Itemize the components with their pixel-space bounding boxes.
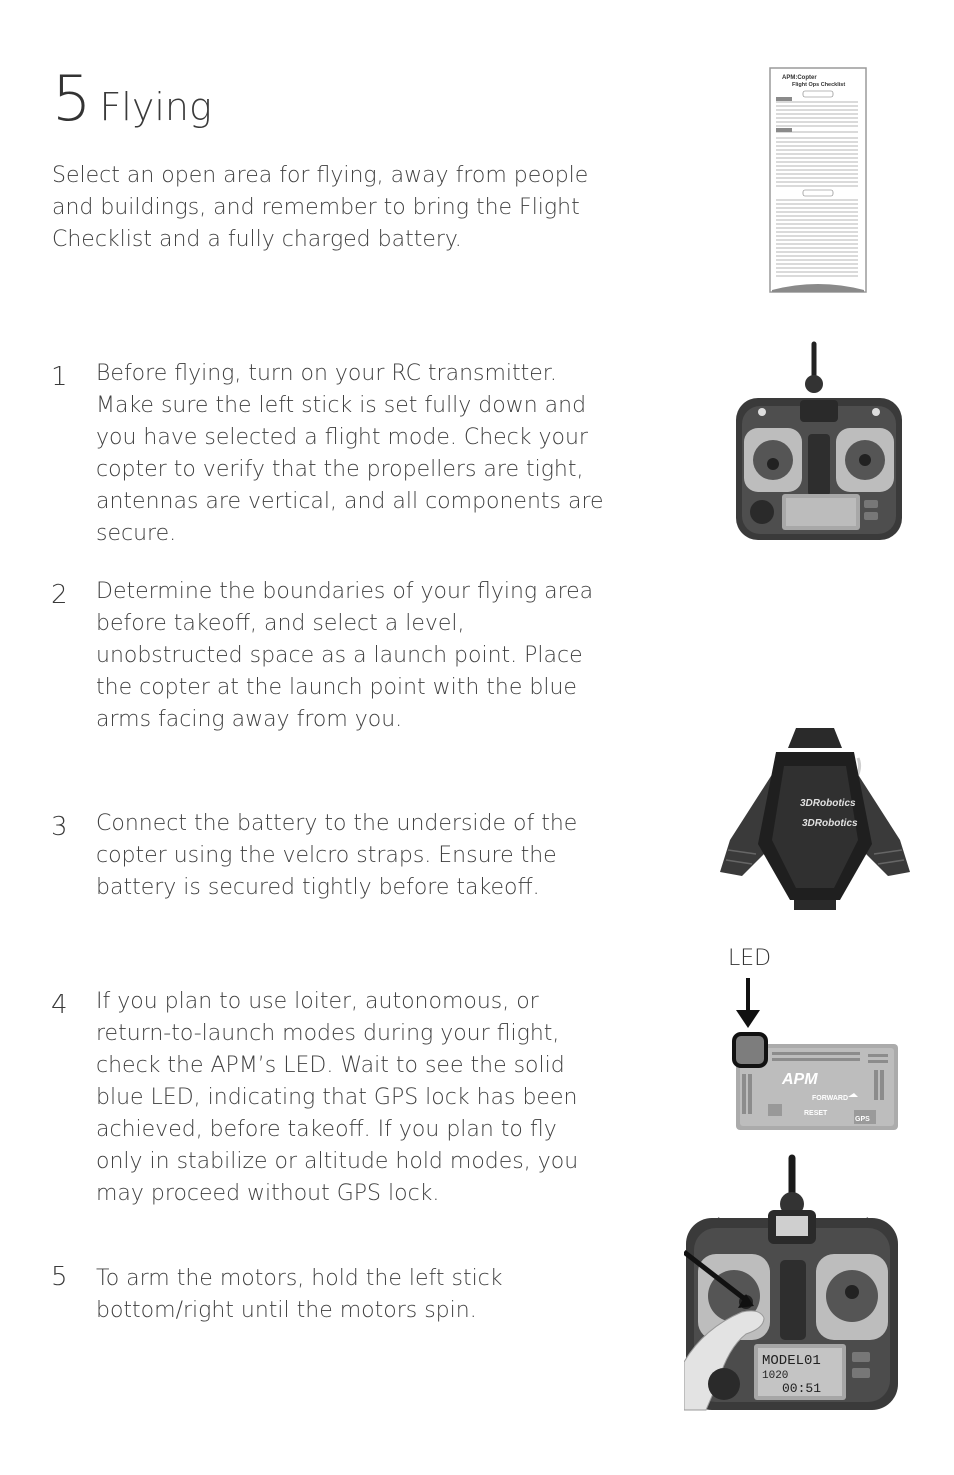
page-heading <box>52 62 212 135</box>
section-title: Flying <box>99 85 212 129</box>
screen-model: MODEL01 <box>762 1353 821 1369</box>
apm-gps-label: GPS <box>855 1116 870 1123</box>
flight-checklist-image <box>768 66 870 296</box>
copter-brand-1: 3DRobotics <box>800 798 856 809</box>
step-4-number: 4 <box>51 990 68 1020</box>
step-5-number: 5 <box>51 1262 68 1292</box>
apm-reset-label: RESET <box>804 1110 828 1117</box>
step-4-text: If you plan to use loiter, autonomous, or return-to-launch modes during your flight, check the APM’s LED. Wait to see the solid blue LED, indicating that GPS lock has been achieved, before takeoff. If you plan to fly only in stabilize or altitude hold modes, you may proceed without GPS lock. <box>96 989 579 1206</box>
screen-timer: 00:51 <box>782 1381 822 1396</box>
rc-transmitter-image <box>734 340 904 542</box>
apm-logo: APM <box>782 1071 818 1088</box>
step-2-number: 2 <box>51 580 68 610</box>
checklist-title-2: Flight Ops Checklist <box>792 82 846 88</box>
arming-transmitter-image <box>684 1152 900 1412</box>
checklist-title-1: APM:Copter <box>782 75 817 81</box>
step-1-number: 1 <box>51 362 68 392</box>
copter-underside-image <box>716 722 914 912</box>
intro-paragraph: Select an open area for flying, away from people and buildings, and remember to bring the Flight Checklist and a fully charged battery. <box>52 163 589 252</box>
apm-forward-label: FORWARD <box>812 1095 849 1102</box>
copter-brand-2: 3DRobotics <box>802 818 858 829</box>
screen-line-2: 1020 <box>762 1370 789 1382</box>
apm-board-image <box>728 978 900 1132</box>
led-label: LED <box>728 946 772 971</box>
section-number: 5 <box>52 62 92 135</box>
step-2-text: Determine the boundaries of your flying area before takeoff, and select a level, unobstructed space as a launch point. Place the copter at the launch point with the blue arms facing away from you. <box>96 579 594 732</box>
led-highlight-box <box>734 1034 766 1066</box>
step-3-number: 3 <box>51 812 68 842</box>
step-3-text: Connect the battery to the underside of the copter using the velcro straps. Ensure the battery is secured tightly before takeoff. <box>96 811 578 900</box>
step-1-text: Before flying, turn on your RC transmitter. Make sure the left stick is set fully down and you have selected a flight mode. Check your copter to verify that the propellers are tight, antennas are vertical, and all components are secure. <box>96 361 604 546</box>
step-5-text: To arm the motors, hold the left stick bottom/right until the motors spin. <box>96 1266 503 1323</box>
